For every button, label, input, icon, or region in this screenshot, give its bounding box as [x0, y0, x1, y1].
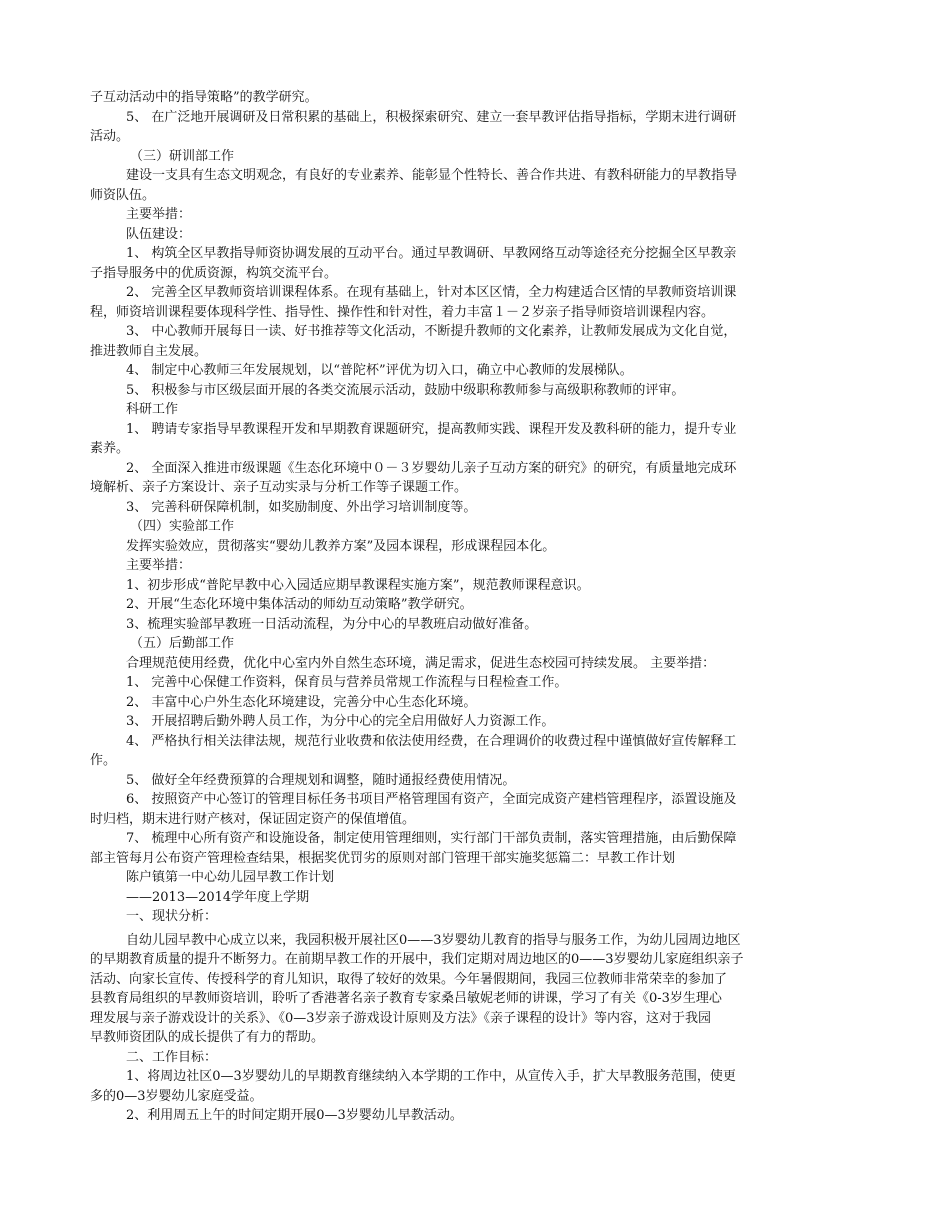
text-line: 5、 积极参与市区级层面开展的各类交流展示活动，鼓励中级职称教师参与高级职称教师的评审。 — [126, 382, 685, 398]
text-line: 时归档，期末进行财产核对，保证固定资产的保值增值。 — [90, 811, 416, 827]
text-line: （五）后勤部工作 — [130, 636, 235, 651]
text-line: 自幼儿园早教中心成立以来，我园积极开展社区0——3岁婴幼儿教育的指导与服务工作，为幼儿园周边地区 — [126, 932, 741, 948]
text-line: 2、开展“生态化环境中集体活动的师幼互动策略”教学研究。 — [126, 597, 473, 612]
text-line: 合理规范使用经费，优化中心室内外自然生态环境，满足需求，促进生态校园可持续发展。 主要举措： — [126, 655, 716, 671]
text-line: 2、利用周五上午的时间定期开展0—3岁婴幼儿早教活动。 — [126, 1108, 463, 1123]
text-line: 子指导服务中的优质资源，构筑交流平台。 — [90, 265, 338, 281]
text-line: 1、 聘请专家指导早教课程开发和早期教育课题研究，提高教师实践、课程开发及教科研的能力，提升专业 — [126, 421, 737, 437]
text-line: 部主管每月公布资产管理检查结果，根据奖优罚劣的原则对部门管理干部实施奖惩篇二：早教工作计划 — [90, 850, 676, 866]
text-line: （四）实验部工作 — [130, 519, 235, 534]
text-line: 境解析、亲子方案设计、亲子互动实录与分析工作等子课题工作。 — [90, 480, 468, 495]
text-line: 7、 梳理中心所有资产和设施设备，制定使用管理细则，实行部门干部负责制，落实管理措施，由后勤保障 — [126, 831, 737, 846]
text-line: 3、 中心教师开展每日一读、好书推荐等文化活动，不断提升教师的文化素养，让教师发展成为文化自觉， — [126, 324, 737, 339]
text-line: 6、 按照资产中心签订的管理目标任务书项目严格管理国有资产，全面完成资产建档管理程序，添置设施及 — [126, 792, 737, 807]
text-line: 理发展与亲子游戏设计的关系》、《0—3岁亲子游戏设计原则及方法》《亲子课程的设计》等内容，这对于我园 — [90, 1010, 712, 1026]
text-line: 推进教师自主发展。 — [90, 343, 208, 359]
text-line: 3、 完善科研保障机制，如奖励制度、外出学习培训制度等。 — [126, 499, 477, 515]
text-line: 科研工作 — [126, 402, 179, 417]
text-line: 5、 做好全年经费预算的合理规划和调整，随时通报经费使用情况。 — [126, 772, 516, 788]
text-line: 3、梳理实验部早教班一日活动流程，为分中心的早教班启动做好准备。 — [126, 616, 538, 632]
text-line: 子互动活动中的指导策略”的教学研究。 — [90, 90, 318, 105]
text-line: 2、 全面深入推进市级课题《生态化环境中０－３岁婴幼儿亲子互动方案的研究》的研究，有质量地完成环 — [126, 460, 737, 476]
text-line: 程，师资培训课程要体现科学性、指导性、操作性和针对性，着力丰富１－２岁亲子指导师资培训课程内容。 — [90, 304, 715, 320]
text-line: 队伍建设： — [126, 226, 192, 242]
text-line: 县教育局组织的早教师资培训，聆听了香港著名亲子教育专家桑吕敏妮老师的讲课，学习了有关《0-3岁生理心 — [90, 991, 722, 1006]
text-line: 二、工作目标： — [126, 1049, 218, 1065]
text-line: 4、 制定中心教师三年发展规划，以“普陀杯”评优为切入口，确立中心教师的发展梯队。 — [126, 363, 633, 378]
text-line: 早教师资团队的成长提供了有力的帮助。 — [90, 1030, 325, 1045]
text-line: 1、 完善中心保健工作资料，保育员与营养员常规工作流程与日程检查工作。 — [126, 675, 568, 690]
text-line: 多的0—3岁婴幼儿家庭受益。 — [90, 1088, 263, 1104]
text-line: 3、 开展招聘后勤外聘人员工作，为分中心的完全启用做好人力资源工作。 — [126, 714, 555, 729]
text-line: 主要举措： — [126, 558, 192, 573]
text-line: 2、 完善全区早教师资培训课程体系。在现有基础上，针对本区区情，全力构建适合区情的早教师资培训课 — [126, 285, 737, 300]
text-line: 1、 构筑全区早教指导师资协调发展的互动平台。通过早教调研、早教网络互动等途径充分挖掘全区早教亲 — [126, 246, 737, 261]
text-line: 发挥实验效应，贯彻落实“婴幼儿教养方案”及园本课程，形成课程园本化。 — [126, 538, 556, 554]
text-line: 一、现状分析： — [126, 909, 218, 924]
document-body — [90, 88, 858, 1126]
text-line: 1、初步形成“普陀早教中心入园适应期早教课程实施方案”，规范教师课程意识。 — [126, 577, 590, 593]
text-line: 5、 在广泛地开展调研及日常积累的基础上，积极探索研究、建立一套早教评估指导指标，学期末进行调研 — [126, 109, 737, 125]
text-line: 主要举措： — [126, 207, 192, 222]
text-line: 师资队伍。 — [90, 187, 156, 203]
text-line: 4、 严格执行相关法律法规，规范行业收费和依法使用经费，在合理调价的收费过程中谨慎做好宣传解释工 — [126, 733, 737, 749]
text-line: 2、 丰富中心户外生态化环境建设，完善分中心生态化环境。 — [126, 694, 477, 710]
text-line: （三）研训部工作 — [130, 148, 235, 164]
text-line: 1、将周边社区0—3岁婴幼儿的早期教育继续纳入本学期的工作中，从宣传入手，扩大早教服务范围，使更 — [126, 1069, 736, 1084]
text-line: ——2013—2014学年度上学期 — [126, 889, 310, 905]
text-line: 作。 — [90, 753, 117, 768]
text-line: 陈户镇第一中心幼儿园早教工作计划 — [126, 870, 335, 885]
text-line: 活动、向家长宣传、传授科学的育儿知识，取得了较好的效果。今年暑假期间，我园三位教师非常荣幸的参加了 — [90, 971, 728, 987]
text-line: 的早期教育质量的提升不断努力。在前期早教工作的开展中，我们定期对周边地区的0——3岁婴幼儿家庭组织亲子 — [90, 952, 744, 967]
text-line: 素养。 — [90, 441, 130, 456]
text-line: 建设一支具有生态文明观念，有良好的专业素养、能彰显个性特长、善合作共进、有教科研能力的早教指导 — [126, 168, 738, 183]
text-line: 活动。 — [90, 129, 130, 144]
